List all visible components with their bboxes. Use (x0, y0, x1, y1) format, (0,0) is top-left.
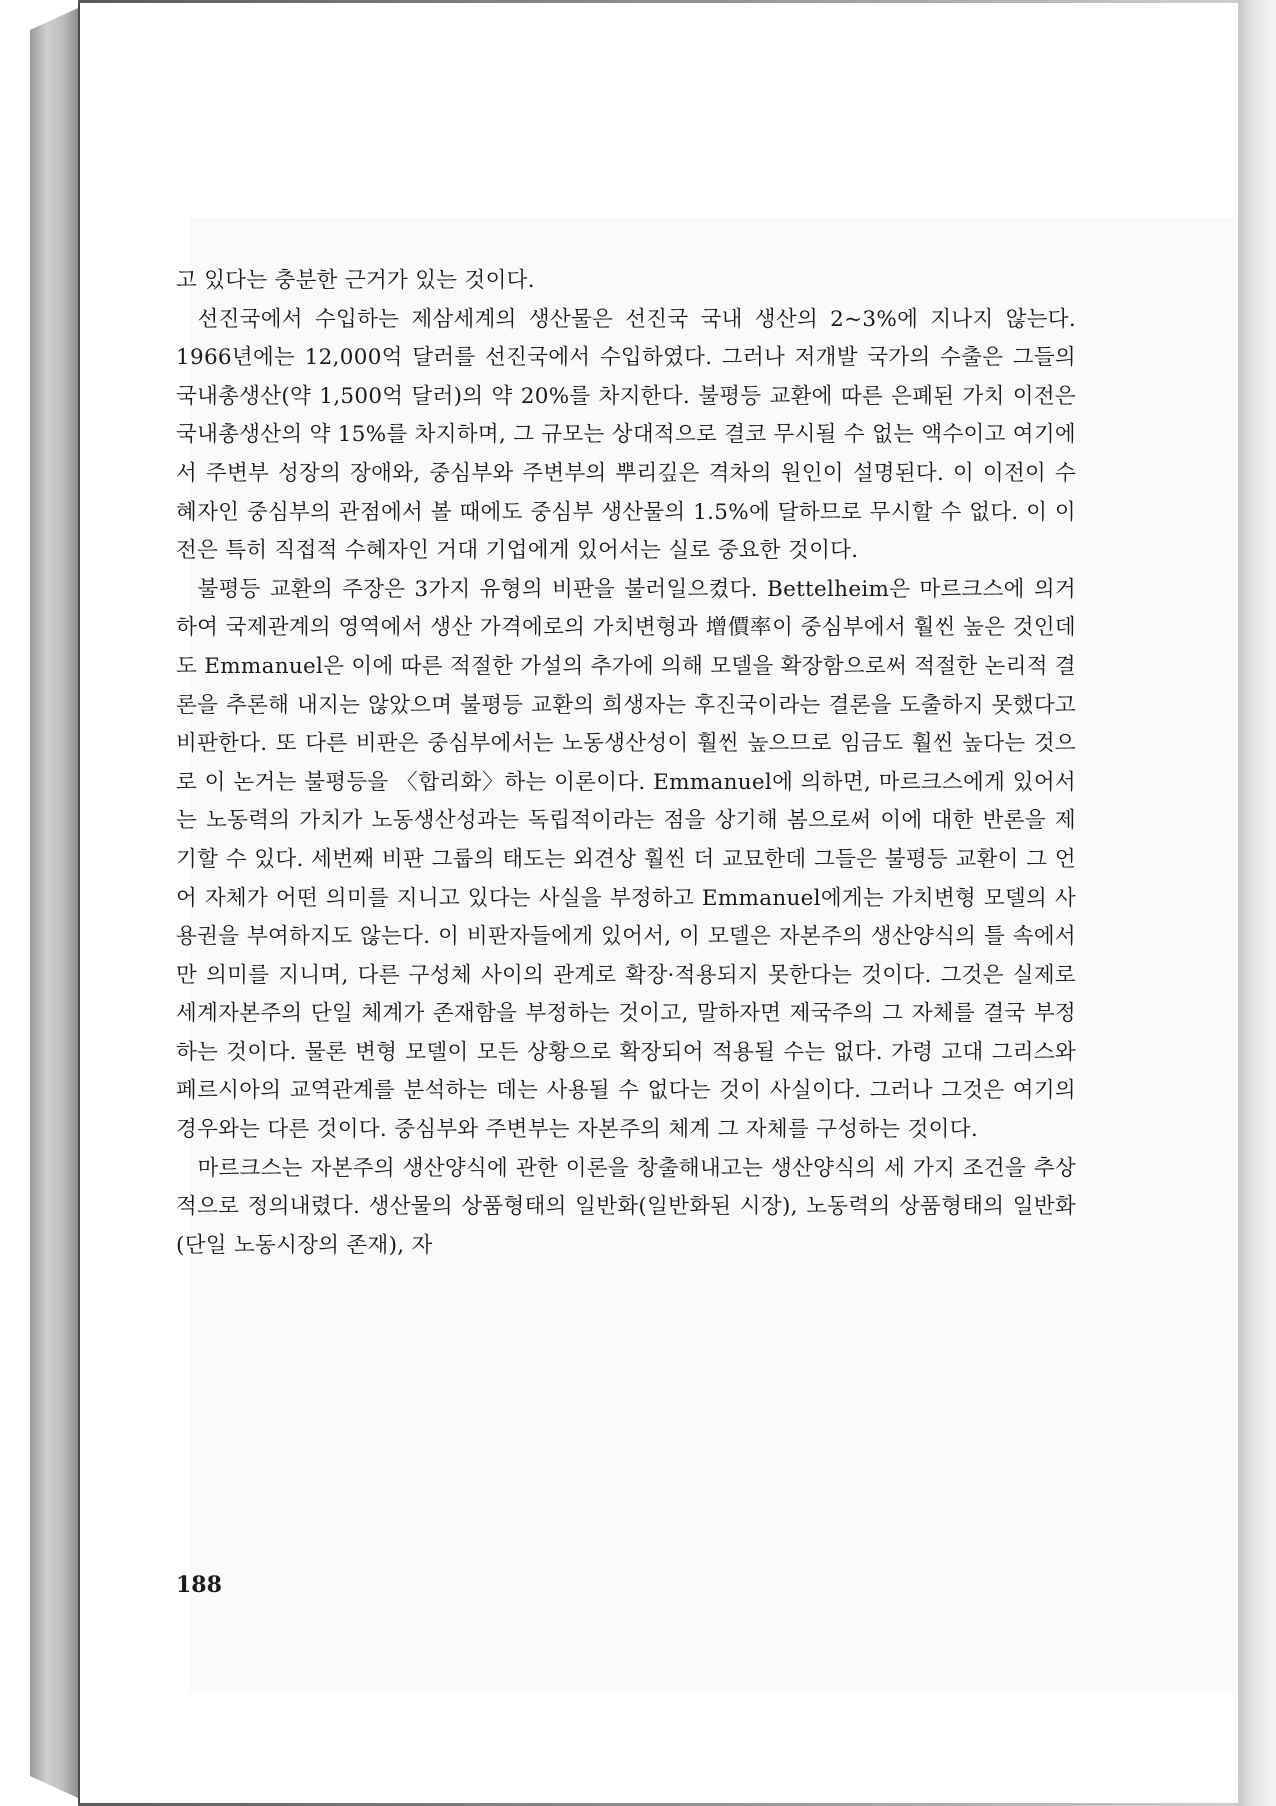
page-right-shadow (1238, 0, 1276, 1806)
paragraph-3: 불평등 교환의 주장은 3가지 유형의 비판을 불러일으켰다. Bettelheim은 마르크스에 의거하여 국제관계의 영역에서 생산 가격에로의 가치변형과 增價率이 중심부에서 훨씬 높은 것인데도 Emmanuel은 이에 따른 적절한 가설의 추가에 의해 모델을 확장함으로써 적절한 논리적 결론을 추론해 내지는 않았으며 불평등 교환의 희생자는 후진국이라는 결론을 도출하지 못했다고 비판한다. 또 다른 비판은 중심부에서는 노동생산성이 훨씬 높으므로 임금도 훨씬 높다는 것으로 이 논거는 불평등을 〈합리화〉하는 이론이다. Emmanuel에 의하면, 마르크스에게 있어서는 노동력의 가치가 노동생산성과는 독립적이라는 점을 상기해 봄으로써 이에 대한 반론을 제기할 수 있다. 세번째 비판 그룹의 태도는 외견상 훨씬 더 교묘한데 그들은 불평등 교환이 그 언어 자체가 어떤 의미를 지니고 있다는 사실을 부정하고 Emmanuel에게는 가치변형 모델의 사용권을 부여하지도 않는다. 이 비판자들에게 있어서, 이 모델은 자본주의 생산양식의 틀 속에서만 의미를 지니며, 다른 구성체 사이의 관계로 확장·적용되지 못한다는 것이다. 그것은 실제로 세계자본주의 단일 체계가 존재함을 부정하는 것이고, 말하자면 제국주의 그 자체를 결국 부정하는 것이다. 물론 변형 모델이 모든 상황으로 확장되어 적용될 수는 없다. 가령 고대 그리스와 페르시아의 교역관계를 분석하는 데는 사용될 수 없다는 것이 사실이다. 그러나 그것은 여기의 경우와는 다른 것이다. 중심부와 주변부는 자본주의 체계 그 자체를 구성하는 것이다. (176, 576, 1076, 1143)
page-number: 188 (176, 1572, 222, 1598)
paragraph-4: 마르크스는 자본주의 생산양식에 관한 이론을 창출해내고는 생산양식의 세 가지 조건을 추상적으로 정의내렸다. 생산물의 상품형태의 일반화(일반화된 시장), 노동력의 상품형태의 일반화(단일 노동시장의 존재), 자 (176, 1155, 1076, 1258)
paragraph-2: 선진국에서 수입하는 제삼세계의 생산물은 선진국 국내 생산의 2~3%에 지나지 않는다. 1966년에는 12,000억 달러를 선진국에서 수입하였다. 그러나 저개발 국가의 수출은 그들의 국내총생산(약 1,500억 달러)의 약 20%를 차지한다. 불평등 교환에 따른 은폐된 가치 이전은 국내총생산의 약 15%를 차지하며, 그 규모는 상대적으로 결코 무시될 수 없는 액수이고 여기에서 주변부 성장의 장애와, 중심부와 주변부의 뿌리깊은 격차의 원인이 설명된다. 이 이전이 수혜자인 중심부의 관점에서 볼 때에도 중심부 생산물의 1.5%에 달하므로 무시할 수 없다. 이 이전은 특히 직접적 수혜자인 거대 기업에게 있어서는 실로 중요한 것이다. (176, 306, 1076, 564)
book-spine-edge (30, 8, 78, 1798)
body-text (176, 262, 1076, 1265)
paragraph-1: 고 있다는 충분한 근거가 있는 것이다. (176, 268, 535, 293)
